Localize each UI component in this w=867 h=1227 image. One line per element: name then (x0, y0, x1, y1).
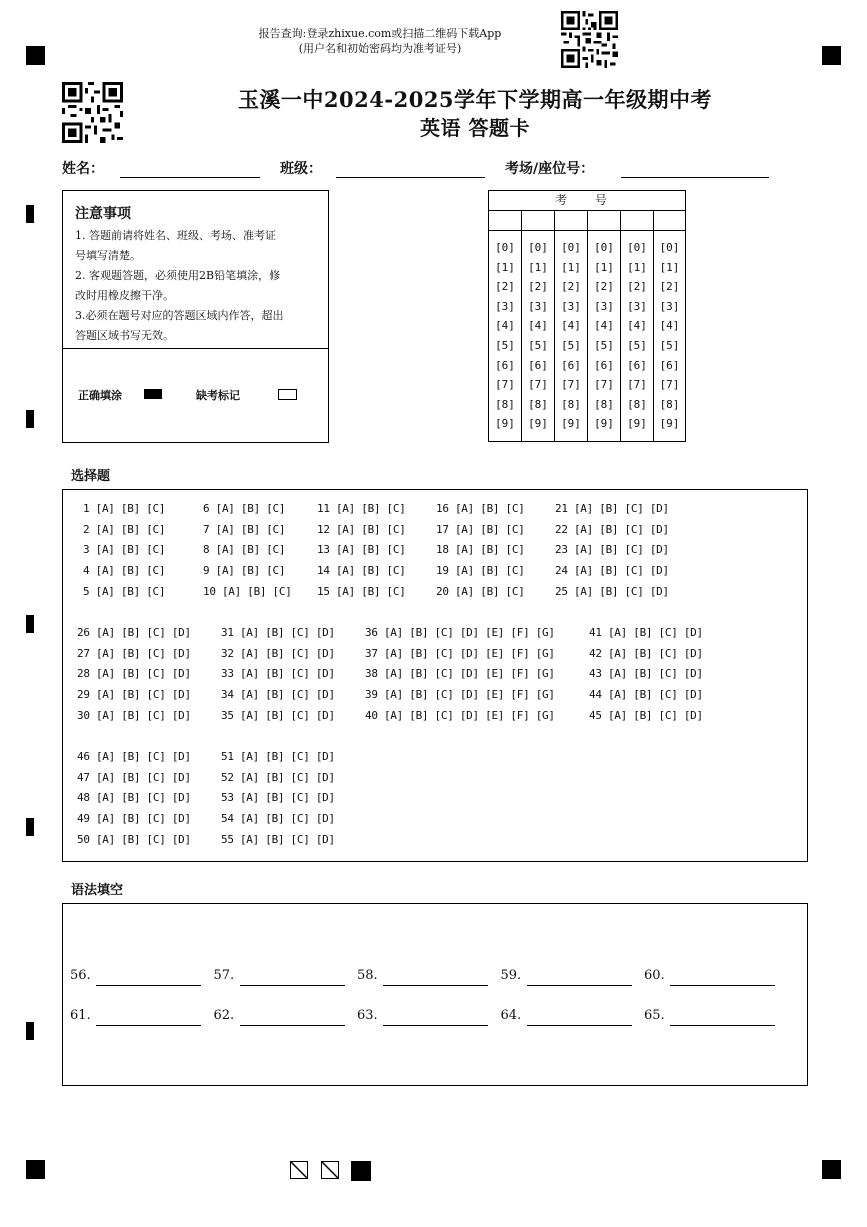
exam-number-digit-bubble[interactable]: [3] (495, 299, 515, 313)
exam-number-digit-bubble[interactable]: [0] (627, 241, 647, 254)
seat-label: 考场/座位号： (505, 161, 595, 177)
choice-question-row[interactable]: 52 [A] [B] [C] [D] (221, 770, 335, 784)
timing-tick (26, 410, 34, 428)
choice-question-row[interactable]: 15 [A] [B] [C] (317, 584, 406, 598)
grammar-item-number: 59. (500, 968, 522, 983)
registration-mark-bottom-right (822, 1160, 841, 1179)
exam-number-digit-bubble[interactable]: [5] (561, 339, 581, 352)
choice-question-row[interactable]: 32 [A] [B] [C] [D] (221, 646, 335, 660)
exam-number-digit-bubble[interactable]: [0] (659, 241, 680, 254)
qr-code-app-download (561, 11, 618, 68)
absent-label: 缺考标记 (196, 389, 240, 402)
choice-question-row[interactable]: 35 [A] [B] [C] [D] (221, 708, 335, 722)
name-label: 姓名： (62, 161, 104, 177)
choice-question-row[interactable]: 14 [A] [B] [C] (317, 564, 406, 578)
grammar-item-number: 62. (213, 1008, 235, 1023)
exam-number-digit-bubble[interactable]: [5] (528, 339, 548, 352)
exam-number-digit-bubble[interactable]: [1] (528, 260, 548, 274)
notice-line: 3.必须在题号对应的答题区域内作答，超出 (75, 309, 284, 322)
exam-number-digit-bubble[interactable]: [1] (561, 260, 581, 274)
exam-number-digit-bubble[interactable]: [1] (659, 260, 680, 274)
exam-number-digit-bubble[interactable]: [4] (495, 319, 515, 333)
exam-number-digit-bubble[interactable]: [1] (495, 260, 515, 274)
notice-line: 答题区域书写无效。 (75, 329, 174, 342)
choice-question-row[interactable]: 21 [A] [B] [C] [D] (555, 502, 669, 515)
choice-question-row[interactable]: 43 [A] [B] [C] [D] (589, 667, 703, 681)
exam-number-digit-bubble[interactable]: [9] (561, 417, 581, 431)
exam-number-digit-bubble[interactable]: [7] (528, 378, 548, 392)
exam-number-digit-bubble[interactable]: [5] (627, 339, 647, 352)
exam-number-digit-bubble[interactable]: [4] (561, 319, 581, 333)
choice-question-row[interactable]: 39 [A] [B] [C] [D] [E] [F] [G] (365, 688, 555, 702)
choice-question-row[interactable]: 42 [A] [B] [C] [D] (589, 646, 703, 660)
exam-number-digit-bubble[interactable]: [4] (594, 319, 614, 333)
choice-question-row[interactable]: 1 [A] [B] [C] (83, 502, 166, 515)
slash-box-mark (321, 1161, 339, 1179)
grammar-item-number: 64. (500, 1008, 522, 1023)
exam-number-digit-bubble[interactable]: [8] (528, 397, 548, 411)
choice-question-row[interactable]: 46 [A] [B] [C] [D] (77, 750, 191, 763)
exam-number-digit-bubble[interactable]: [9] (594, 417, 614, 431)
report-query-line1: 报告查询:登录zhixue.com或扫描二维码下载App (258, 27, 502, 40)
choice-question-row[interactable]: 12 [A] [B] [C] (317, 522, 406, 536)
exam-number-digit-bubble[interactable]: [9] (528, 417, 548, 431)
choice-question-row[interactable]: 11 [A] [B] [C] (317, 502, 406, 515)
registration-mark-top-left (26, 46, 45, 65)
notice-box (62, 190, 329, 443)
qr-code-student (62, 82, 123, 143)
notice-line: 1. 答题前请将姓名、班级、考场、准考证 (75, 229, 276, 242)
exam-number-write-cell[interactable] (522, 211, 554, 231)
exam-number-column (489, 211, 522, 441)
exam-number-digit-bubble[interactable]: [8] (659, 397, 680, 411)
correct-fill-sample (144, 389, 162, 399)
exam-number-digit-bubble[interactable]: [5] (594, 339, 614, 352)
report-query-note (200, 26, 560, 56)
choice-question-row[interactable]: 50 [A] [B] [C] [D] (77, 832, 191, 846)
exam-number-digit-bubble[interactable]: [6] (495, 358, 515, 372)
exam-number-digit-bubble[interactable]: [0] (594, 241, 614, 254)
exam-number-write-cell[interactable] (588, 211, 620, 231)
choice-question-row[interactable]: 40 [A] [B] [C] [D] [E] [F] [G] (365, 708, 555, 722)
exam-number-digit-bubble[interactable]: [6] (594, 358, 614, 372)
timing-tick (26, 818, 34, 836)
choice-question-row[interactable]: 28 [A] [B] [C] [D] (77, 667, 191, 681)
grammar-section-label: 语法填空 (71, 883, 124, 898)
exam-number-digit-bubble[interactable]: [3] (594, 299, 614, 313)
exam-number-write-cell[interactable] (654, 211, 685, 231)
class-field[interactable] (336, 177, 485, 178)
choice-question-row[interactable]: 44 [A] [B] [C] [D] (589, 688, 703, 702)
choice-question-row[interactable]: 23 [A] [B] [C] [D] (555, 543, 669, 557)
exam-number-digit-bubble[interactable]: [3] (659, 299, 680, 313)
grammar-answer-area (62, 903, 808, 1086)
exam-number-digit-bubble[interactable]: [2] (627, 280, 647, 294)
exam-number-digit-bubble[interactable]: [0] (561, 241, 581, 254)
answer-sheet-subtitle: 英语 答题卡 (420, 116, 530, 140)
exam-number-digit-bubble[interactable]: [6] (561, 358, 581, 372)
choice-question-row[interactable]: 55 [A] [B] [C] [D] (221, 832, 335, 846)
choice-question-row[interactable]: 34 [A] [B] [C] [D] (221, 688, 335, 702)
exam-number-digit-bubble[interactable]: [3] (561, 299, 581, 313)
exam-number-title: 考 号 (489, 191, 685, 211)
choice-question-row[interactable]: 3 [A] [B] [C] (83, 543, 166, 557)
exam-number-digit-bubble[interactable]: [2] (594, 280, 614, 294)
choice-section-label: 选择题 (71, 469, 111, 484)
exam-number-digit-bubble[interactable]: [8] (561, 397, 581, 411)
grammar-item-number: 58. (357, 968, 378, 983)
choice-question-row[interactable]: 5 [A] [B] [C] (83, 584, 166, 598)
timing-tick (26, 1022, 34, 1040)
choice-question-row[interactable]: 24 [A] [B] [C] [D] (555, 564, 669, 578)
notice-line: 2. 客观题答题，必须使用2B铅笔填涂，修 (75, 269, 281, 282)
exam-number-column (555, 211, 588, 441)
report-query-line2: (用户名和初始密码均为准考证号) (298, 42, 462, 55)
grammar-item-number: 60. (644, 968, 665, 983)
registration-mark-top-right (822, 46, 841, 65)
exam-number-digit-bubble[interactable]: [7] (594, 378, 614, 392)
grammar-answer-blank[interactable] (383, 1025, 488, 1026)
exam-number-digit-bubble[interactable]: [7] (627, 378, 647, 392)
choice-question-row[interactable]: 4 [A] [B] [C] (83, 564, 166, 578)
choice-question-row[interactable]: 19 [A] [B] [C] (436, 564, 525, 578)
exam-number-digit-bubble[interactable]: [8] (495, 397, 515, 411)
exam-number-digit-bubble[interactable]: [6] (627, 358, 647, 372)
choice-question-row[interactable]: 47 [A] [B] [C] [D] (77, 770, 191, 784)
exam-number-digit-bubble[interactable]: [5] (659, 339, 680, 352)
grammar-answer-blank[interactable] (240, 985, 345, 986)
exam-number-digit-bubble[interactable]: [2] (659, 280, 680, 294)
choice-answer-area (62, 489, 808, 862)
exam-number-digit-bubble[interactable]: [3] (528, 299, 548, 313)
notice-divider (63, 348, 328, 349)
choice-question-row[interactable]: 37 [A] [B] [C] [D] [E] [F] [G] (365, 646, 555, 660)
choice-question-row[interactable]: 29 [A] [B] [C] [D] (77, 688, 191, 702)
exam-number-digit-bubble[interactable]: [7] (659, 378, 680, 392)
choice-question-row[interactable]: 25 [A] [B] [C] [D] (555, 584, 669, 598)
grammar-answer-blank[interactable] (96, 985, 201, 986)
choice-question-row[interactable]: 13 [A] [B] [C] (317, 543, 406, 557)
grammar-answer-blank[interactable] (670, 1025, 775, 1026)
exam-number-digit-bubble[interactable]: [9] (659, 417, 680, 431)
choice-question-row[interactable]: 10 [A] [B] [C] (203, 584, 292, 598)
exam-number-digit-bubble[interactable]: [0] (528, 241, 548, 254)
grammar-answer-blank[interactable] (527, 985, 632, 986)
exam-number-digit-bubble[interactable]: [6] (659, 358, 680, 372)
exam-number-write-cell[interactable] (621, 211, 653, 231)
absent-mark-box[interactable] (278, 389, 297, 400)
grammar-answer-blank[interactable] (96, 1025, 201, 1026)
exam-number-digit-bubble[interactable]: [4] (627, 319, 647, 333)
choice-question-row[interactable]: 30 [A] [B] [C] [D] (77, 708, 191, 722)
exam-number-digit-bubble[interactable]: [4] (659, 319, 680, 333)
exam-number-grid (488, 190, 686, 442)
grammar-item-number: 65. (644, 1008, 665, 1023)
exam-number-write-cell[interactable] (489, 211, 521, 231)
exam-number-digit-bubble[interactable]: [2] (495, 280, 515, 294)
choice-question-row[interactable]: 31 [A] [B] [C] [D] (221, 626, 335, 639)
grammar-item-number: 56. (70, 968, 91, 983)
choice-question-row[interactable]: 16 [A] [B] [C] (436, 502, 525, 515)
grammar-item-number: 61. (70, 1008, 91, 1023)
exam-number-column (654, 211, 685, 441)
class-label: 班级： (280, 161, 322, 177)
choice-question-row[interactable]: 2 [A] [B] [C] (83, 522, 166, 536)
choice-question-row[interactable]: 26 [A] [B] [C] [D] (77, 626, 191, 639)
exam-number-digit-bubble[interactable]: [7] (495, 378, 515, 392)
choice-question-row[interactable]: 18 [A] [B] [C] (436, 543, 525, 557)
seat-field[interactable] (621, 177, 769, 178)
grammar-answer-blank[interactable] (240, 1025, 345, 1026)
choice-question-row[interactable]: 53 [A] [B] [C] [D] (221, 791, 335, 805)
choice-question-row[interactable]: 7 [A] [B] [C] (203, 522, 286, 536)
exam-number-digit-bubble[interactable]: [4] (528, 319, 548, 333)
grammar-answer-blank[interactable] (670, 985, 775, 986)
choice-question-row[interactable]: 54 [A] [B] [C] [D] (221, 812, 335, 826)
notice-line: 号填写清楚。 (75, 249, 141, 262)
exam-number-write-cell[interactable] (555, 211, 587, 231)
choice-question-row[interactable]: 20 [A] [B] [C] (436, 584, 525, 598)
notice-line: 改时用橡皮擦干净。 (75, 289, 174, 302)
choice-question-row[interactable]: 49 [A] [B] [C] [D] (77, 812, 191, 826)
exam-number-digit-bubble[interactable]: [9] (495, 417, 515, 431)
choice-question-row[interactable]: 41 [A] [B] [C] [D] (589, 626, 703, 639)
choice-question-row[interactable]: 33 [A] [B] [C] [D] (221, 667, 335, 681)
exam-number-digit-bubble[interactable]: [1] (594, 260, 614, 274)
exam-number-digit-bubble[interactable]: [9] (627, 417, 647, 431)
exam-number-digit-bubble[interactable]: [6] (528, 358, 548, 372)
exam-number-digit-bubble[interactable]: [8] (594, 397, 614, 411)
exam-number-digit-bubble[interactable]: [2] (528, 280, 548, 294)
timing-tick (26, 205, 34, 223)
name-field[interactable] (120, 177, 260, 178)
exam-number-digit-bubble[interactable]: [2] (561, 280, 581, 294)
choice-question-row[interactable]: 27 [A] [B] [C] [D] (77, 646, 191, 660)
exam-number-column (522, 211, 555, 441)
exam-number-digit-bubble[interactable]: [0] (495, 241, 515, 254)
exam-number-column (588, 211, 621, 441)
choice-question-row[interactable]: 51 [A] [B] [C] [D] (221, 750, 335, 763)
notice-title: 注意事项 (75, 206, 131, 222)
choice-question-row[interactable]: 48 [A] [B] [C] [D] (77, 791, 191, 805)
slash-box-mark (290, 1161, 308, 1179)
exam-title: 玉溪一中2024-2025学年下学期高一年级期中考 (237, 87, 713, 112)
choice-question-row[interactable]: 17 [A] [B] [C] (436, 522, 525, 536)
filled-box-mark (351, 1161, 371, 1181)
correct-fill-label: 正确填涂 (78, 389, 122, 402)
choice-question-row[interactable]: 8 [A] [B] [C] (203, 543, 286, 557)
exam-number-column (621, 211, 654, 441)
exam-number-digit-bubble[interactable]: [7] (561, 378, 581, 392)
grammar-answer-blank[interactable] (527, 1025, 632, 1026)
timing-tick (26, 615, 34, 633)
grammar-item-number: 57. (213, 968, 235, 983)
exam-number-digit-bubble[interactable]: [3] (627, 299, 647, 313)
choice-question-row[interactable]: 36 [A] [B] [C] [D] [E] [F] [G] (365, 626, 555, 639)
registration-mark-bottom-left (26, 1160, 45, 1179)
choice-question-row[interactable]: 22 [A] [B] [C] [D] (555, 522, 669, 536)
exam-number-digit-bubble[interactable]: [8] (627, 397, 647, 411)
grammar-item-number: 63. (357, 1008, 378, 1023)
choice-question-row[interactable]: 9 [A] [B] [C] (203, 564, 286, 578)
choice-question-row[interactable]: 45 [A] [B] [C] [D] (589, 708, 703, 722)
choice-question-row[interactable]: 6 [A] [B] [C] (203, 502, 286, 515)
exam-number-digit-bubble[interactable]: [1] (627, 260, 647, 274)
grammar-answer-blank[interactable] (383, 985, 488, 986)
exam-number-digit-bubble[interactable]: [5] (495, 339, 515, 352)
choice-question-row[interactable]: 38 [A] [B] [C] [D] [E] [F] [G] (365, 667, 555, 681)
